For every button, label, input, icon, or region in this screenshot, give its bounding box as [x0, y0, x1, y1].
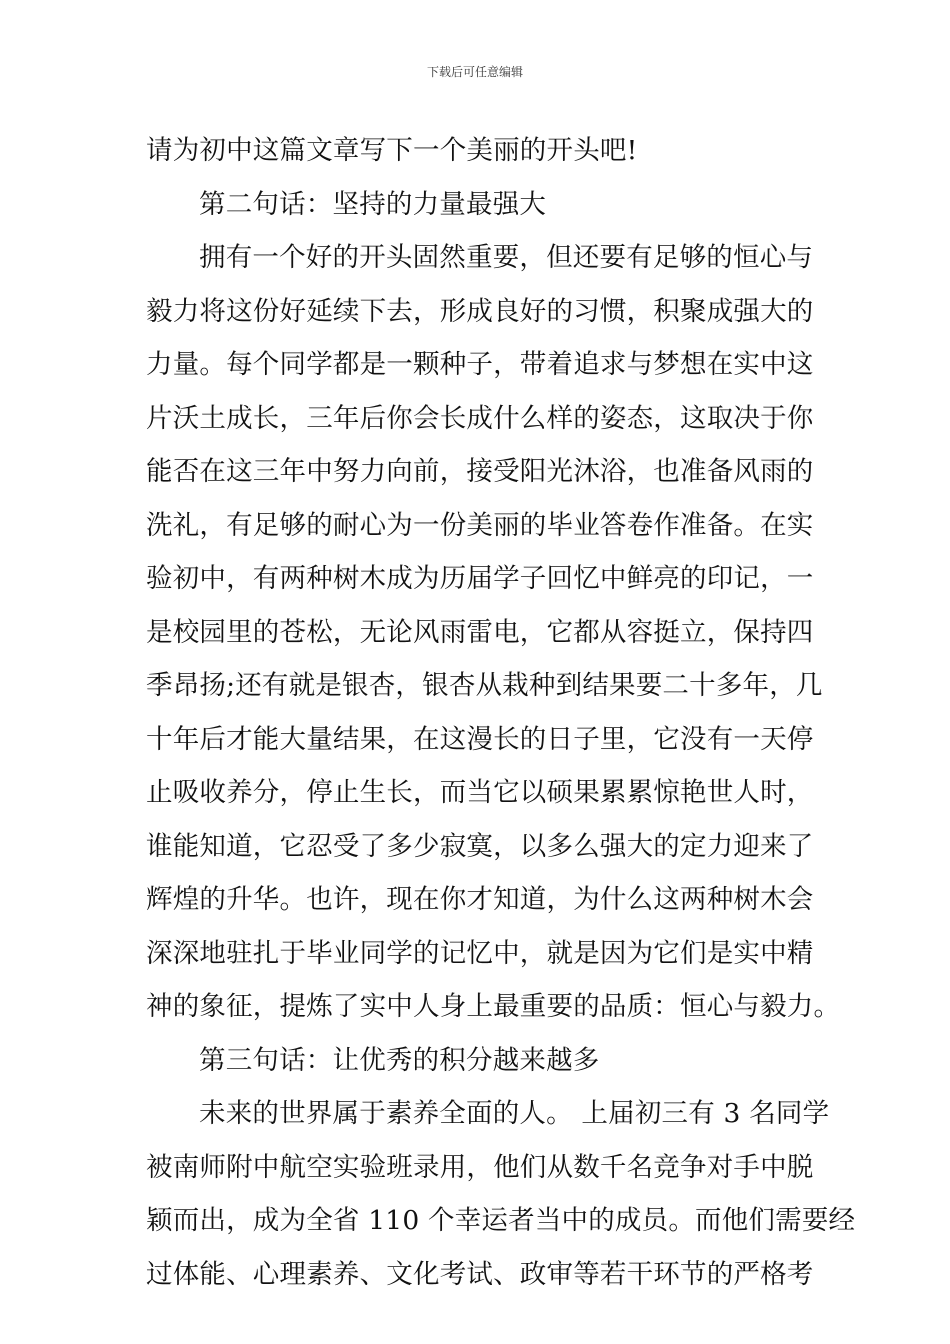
- text-line: 能否在这三年中努力向前，接受阳光沐浴，也准备风雨的: [146, 456, 814, 487]
- text-line: 止吸收养分，停止生长，而当它以硕果累累惊艳世人时，: [146, 777, 814, 808]
- document-body: [146, 124, 856, 1301]
- text-line: 季昂扬;还有就是银杏，银杏从栽种到结果要二十多年，几: [146, 670, 823, 701]
- text-line: 验初中，有两种树木成为历届学子回忆中鲜亮的印记，一: [146, 563, 814, 594]
- section-heading-2: 第二句话：坚持的力量最强大: [199, 188, 547, 220]
- text-line: 片沃土成长，三年后你会长成什么样的姿态，这取决于你: [146, 402, 814, 434]
- text-line: 深深地驻扎于毕业同学的记忆中，就是因为它们是实中精: [146, 937, 814, 969]
- text-line: 过体能、心理素养、文化考试、政审等若干环节的严格考: [146, 1258, 814, 1290]
- text-line: 请为初中这篇文章写下一个美丽的开头吧!: [146, 135, 638, 166]
- text-line: 洗礼，有足够的耐心为一份美丽的毕业答卷作准备。在实: [146, 509, 814, 541]
- text-line: 十年后才能大量结果，在这漫长的日子里，它没有一天停: [146, 723, 814, 755]
- text-line: 未来的世界属于素养全面的人。 上届初三有 3 名同学: [199, 1098, 830, 1129]
- text-line: 拥有一个好的开头固然重要，但还要有足够的恒心与: [199, 242, 814, 273]
- text-line: 神的象征，提炼了实中人身上最重要的品质：恒心与毅力。: [146, 991, 841, 1022]
- text-line: 是校园里的苍松，无论风雨雷电，它都从容挺立，保持四: [146, 616, 814, 648]
- text-line: 被南师附中航空实验班录用，他们从数千名竞争对手中脱: [146, 1151, 814, 1183]
- page-header: 下载后可任意编辑: [426, 65, 523, 79]
- text-line: 颖而出，成为全省 110 个幸运者当中的成员。而他们需要经: [146, 1205, 856, 1236]
- text-line: 谁能知道，它忍受了多少寂寞，以多么强大的定力迎来了: [146, 830, 814, 862]
- section-heading-3: 第三句话：让优秀的积分越来越多: [199, 1044, 600, 1076]
- text-line: 辉煌的升华。也许，现在你才知道，为什么这两种树木会: [146, 884, 814, 915]
- text-line: 力量。每个同学都是一颗种子，带着追求与梦想在实中这: [146, 349, 814, 380]
- text-line: 毅力将这份好延续下去，形成良好的习惯，积聚成强大的: [146, 295, 814, 327]
